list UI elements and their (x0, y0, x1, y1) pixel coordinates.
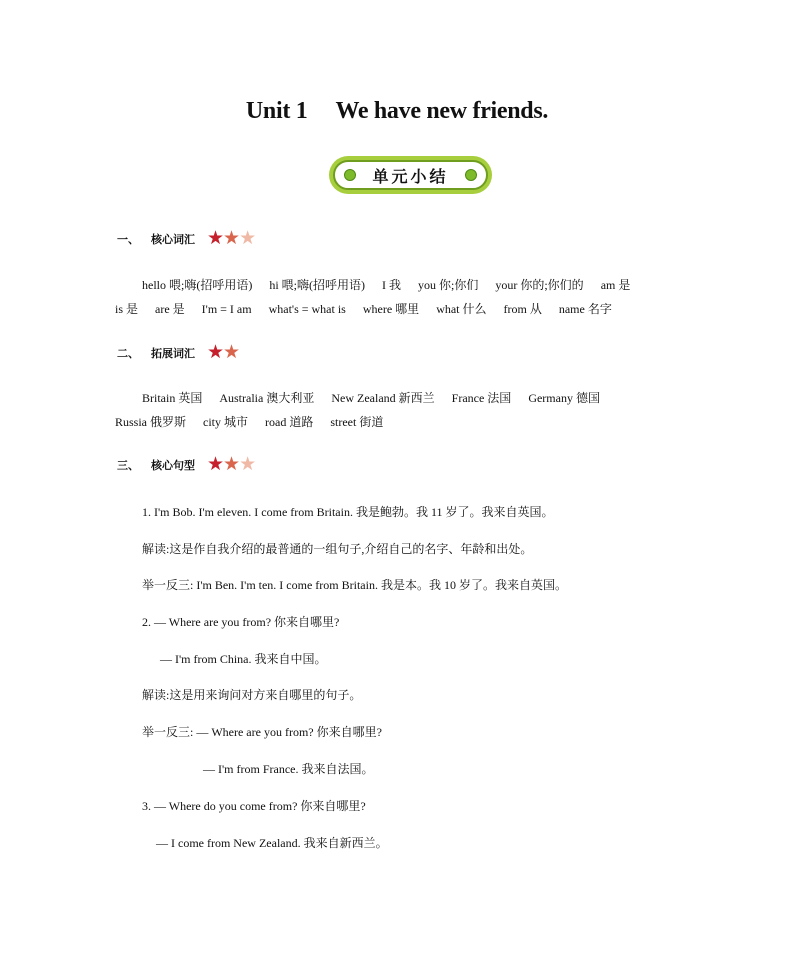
extended-words-line-1: Britain 英国 Australia 澳大利亚 New Zealand 新西兰 France 法国 Germany 德国 (142, 391, 600, 405)
unit-summary-badge (329, 156, 492, 194)
green-dot-icon (344, 169, 356, 181)
star-icon: ★ (223, 341, 241, 363)
star-icon: ★ (207, 453, 225, 475)
core-words-line-2: is 是 are 是 I'm = I am what's = what is where 哪里 what 什么 from 从 name 名字 (115, 302, 612, 316)
core-words-line-1: hello 喂;嗨(招呼用语) hi 喂;嗨(招呼用语) I 我 you 你;你们 your 你的;你们的 am 是 (142, 278, 631, 292)
sentence-line: — I come from New Zealand. 我来自新西兰。 (156, 836, 388, 850)
sentence-line: 举一反三: I'm Ben. I'm ten. I come from Britain. 我是本。我 10 岁了。我来自英国。 (142, 578, 567, 592)
rating-stars (207, 229, 255, 248)
star-icon: ★ (239, 453, 257, 475)
section-heading-core-words: 一、 核心词汇 ★ ★ ★ (117, 227, 257, 249)
unit-name: We have new friends. (335, 98, 549, 124)
rating-stars (207, 343, 239, 362)
sentence-line: — I'm from France. 我来自法国。 (203, 762, 374, 776)
sentence-line: 2. — Where are you from? 你来自哪里? (142, 615, 340, 629)
star-icon: ★ (239, 227, 257, 249)
unit-label: Unit 1 (245, 98, 308, 124)
sentence-line: — I'm from China. 我来自中国。 (160, 652, 327, 666)
page-title (0, 98, 794, 125)
sentence-line: 1. I'm Bob. I'm eleven. I come from Britain. 我是鲍勃。我 11 岁了。我来自英国。 (142, 505, 554, 519)
sentence-line: 举一反三: — Where are you from? 你来自哪里? (142, 725, 382, 739)
section-heading-core-sentences: 三、 核心句型 ★ ★ ★ (117, 453, 257, 475)
section-heading-extended-words: 二、 拓展词汇 ★ ★ (117, 341, 241, 363)
star-icon: ★ (223, 227, 241, 249)
green-dot-icon (465, 169, 477, 181)
badge-label: 单元小结 (372, 166, 449, 186)
star-icon: ★ (207, 227, 225, 249)
sentence-line: 3. — Where do you come from? 你来自哪里? (142, 799, 366, 813)
sentence-line: 解读:这是用来询问对方来自哪里的句子。 (142, 688, 362, 702)
sentence-line: 解读:这是作自我介绍的最普通的一组句子,介绍自己的名字、年龄和出处。 (142, 542, 533, 556)
star-icon: ★ (223, 453, 241, 475)
extended-words-line-2: Russia 俄罗斯 city 城市 road 道路 street 街道 (115, 415, 384, 429)
rating-stars (207, 455, 255, 474)
star-icon: ★ (207, 341, 225, 363)
